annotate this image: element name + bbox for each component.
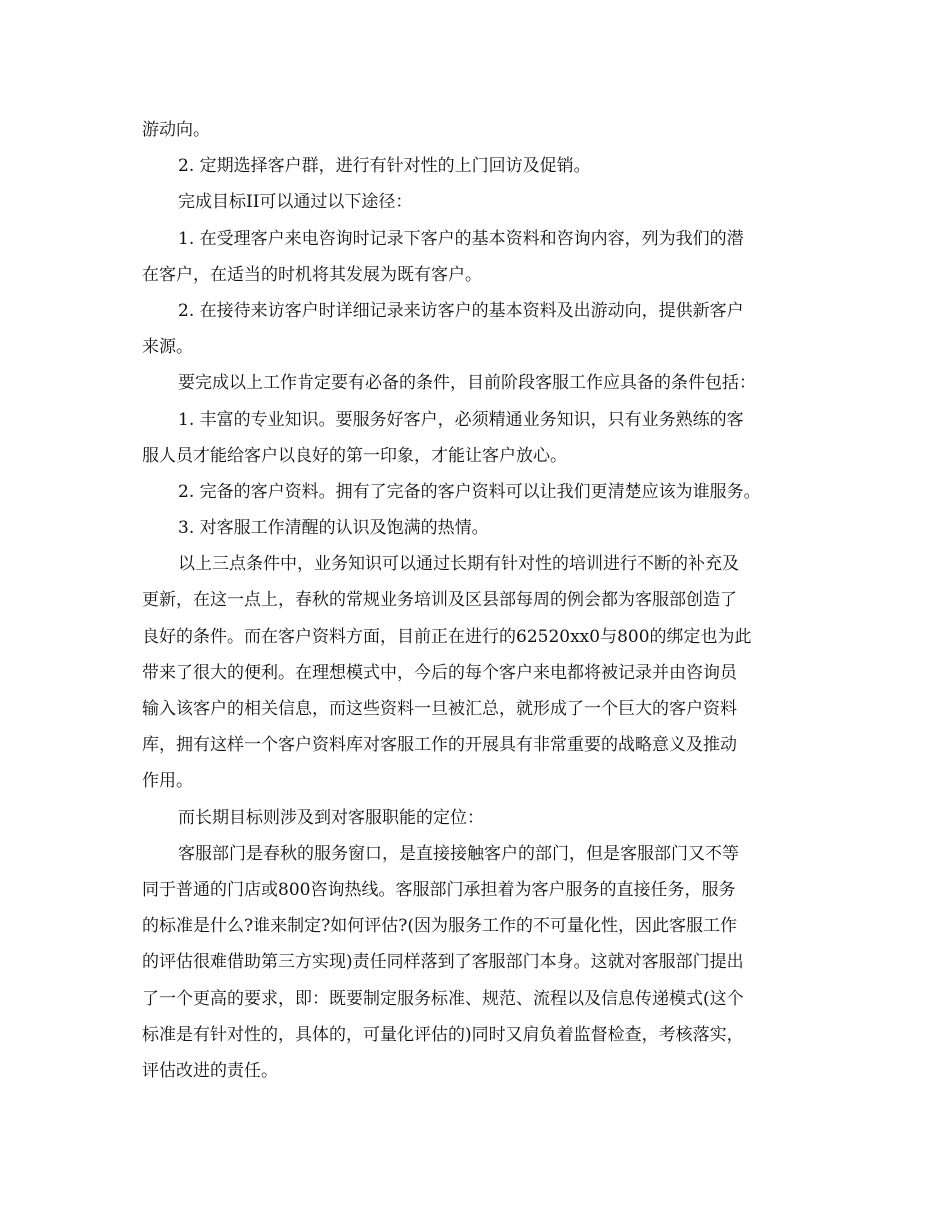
- text-line: 游动向。: [142, 120, 210, 140]
- text-line: 同于普通的门店或800咨询热线。客服部门承担着为客户服务的直接任务，服务: [142, 879, 736, 900]
- text-line: 来源。: [142, 337, 193, 358]
- text-line: 更新，在这一点上，春秋的常规业务培训及区县部每周的例会都为客服部创造了: [142, 590, 737, 611]
- text-line: 1. 在受理客户来电咨询时记录下客户的基本资料和咨询内容，列为我们的潜: [178, 228, 744, 249]
- text-line: 而长期目标则涉及到对客服职能的定位：: [178, 807, 484, 828]
- text-line: 1. 丰富的专业知识。要服务好客户，必须精通业务知识，只有业务熟练的客: [178, 409, 744, 430]
- text-line: 良好的条件。而在客户资料方面，目前正在进行的62520xx0与800的绑定也为此: [142, 626, 752, 647]
- text-line: 以上三点条件中，业务知识可以通过长期有针对性的培训进行不断的补充及: [178, 554, 739, 575]
- text-line: 库，拥有这样一个客户资料库对客服工作的开展具有非常重要的战略意义及推动: [142, 735, 737, 756]
- text-line: 要完成以上工作肯定要有必备的条件，目前阶段客服工作应具备的条件包括：: [178, 373, 756, 394]
- text-line: 在客户，在适当的时机将其发展为既有客户。: [142, 264, 482, 285]
- text-line: 2. 定期选择客户群，进行有针对性的上门回访及促销。: [178, 156, 591, 177]
- text-line: 带来了很大的便利。在理想模式中，今后的每个客户来电都将被记录并由咨询员: [142, 662, 737, 683]
- text-line: 客服部门是春秋的服务窗口，是直接接触客户的部门，但是客服部门又不等: [178, 843, 739, 864]
- document-body: [142, 112, 822, 1089]
- text-line: 完成目标II可以通过以下途径：: [178, 192, 413, 213]
- text-line: 3. 对客服工作清醒的认识及饱满的热情。: [178, 518, 489, 539]
- text-line: 标准是有针对性的，具体的，可量化评估的)同时又肩负着监督检查，考核落实，: [142, 1024, 744, 1045]
- text-line: 作用。: [142, 771, 193, 792]
- text-line: 的评估很难借助第三方实现)责任同样落到了客服部门本身。这就对客服部门提出: [142, 952, 744, 973]
- text-line: 服人员才能给客户以良好的第一印象，才能让客户放心。: [142, 445, 567, 466]
- text-line: 输入该客户的相关信息，而这些资料一旦被汇总，就形成了一个巨大的客户资料: [142, 699, 737, 719]
- text-line: 2. 在接待来访客户时详细记录来访客户的基本资料及出游动向，提供新客户: [178, 300, 744, 321]
- text-line: 评估改进的责任。: [142, 1060, 278, 1081]
- text-line: 的标准是什么?谁来制定?如何评估?(因为服务工作的不可量化性，因此客服工作: [142, 916, 737, 937]
- text-line: 了一个更高的要求，即：既要制定服务标准、规范、流程以及信息传递模式(这个: [142, 988, 744, 1009]
- text-line: 2. 完备的客户资料。拥有了完备的客户资料可以让我们更清楚应该为谁服务。: [178, 481, 761, 502]
